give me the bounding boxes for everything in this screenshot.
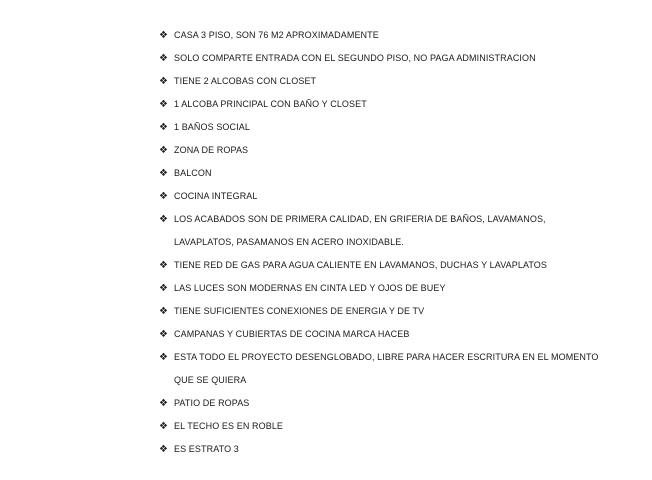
diamond-bullet-icon: ❖: [159, 30, 169, 41]
diamond-bullet-icon: ❖: [159, 398, 169, 409]
list-item-text: TIENE 2 ALCOBAS CON CLOSET: [174, 76, 317, 86]
list-item-text: 1 BAÑOS SOCIAL: [174, 122, 250, 132]
list-item: [159, 277, 599, 300]
list-item-text: BALCON: [174, 168, 212, 178]
list-item-text: TIENE SUFICIENTES CONEXIONES DE ENERGIA Y DE TV: [174, 306, 425, 316]
list-item-text: SOLO COMPARTE ENTRADA CON EL SEGUNDO PISO, NO PAGA ADMINISTRACION: [174, 53, 536, 63]
list-item: [159, 139, 599, 162]
list-item: [159, 24, 599, 47]
list-item: [159, 438, 599, 461]
list-item: [159, 47, 599, 70]
list-item: [159, 162, 599, 185]
list-item: [159, 346, 599, 392]
list-item: [159, 208, 599, 254]
list-item-text: LOS ACABADOS SON DE PRIMERA CALIDAD, EN GRIFERIA DE BAÑOS, LAVAMANOS, LAVAPLATOS, PASAMANOS EN ACERO INOXIDABLE.: [174, 214, 546, 247]
list-item: [159, 300, 599, 323]
diamond-bullet-icon: ❖: [159, 421, 169, 432]
list-item: [159, 93, 599, 116]
list-item-text: LAS LUCES SON MODERNAS EN CINTA LED Y OJOS DE BUEY: [174, 283, 446, 293]
diamond-bullet-icon: ❖: [159, 53, 169, 64]
diamond-bullet-icon: ❖: [159, 306, 169, 317]
diamond-bullet-icon: ❖: [159, 76, 169, 87]
diamond-bullet-icon: ❖: [159, 352, 169, 363]
list-item: [159, 323, 599, 346]
diamond-bullet-icon: ❖: [159, 122, 169, 133]
diamond-bullet-icon: ❖: [159, 283, 169, 294]
diamond-bullet-icon: ❖: [159, 444, 169, 455]
list-item-text: COCINA INTEGRAL: [174, 191, 258, 201]
list-item: [159, 415, 599, 438]
diamond-bullet-icon: ❖: [159, 191, 169, 202]
diamond-bullet-icon: ❖: [159, 168, 169, 179]
list-item-text: CASA 3 PISO, SON 76 M2 APROXIMADAMENTE: [174, 30, 379, 40]
list-item-text: EL TECHO ES EN ROBLE: [174, 421, 284, 431]
diamond-bullet-icon: ❖: [159, 99, 169, 110]
diamond-bullet-icon: ❖: [159, 214, 169, 225]
list-item: [159, 116, 599, 139]
list-item: [159, 392, 599, 415]
diamond-bullet-icon: ❖: [159, 145, 169, 156]
list-item: [159, 185, 599, 208]
list-item-text: 1 ALCOBA PRINCIPAL CON BAÑO Y CLOSET: [174, 99, 367, 109]
list-item-text: TIENE RED DE GAS PARA AGUA CALIENTE EN LAVAMANOS, DUCHAS Y LAVAPLATOS: [174, 260, 548, 270]
list-item: [159, 70, 599, 93]
list-item-text: ESTA TODO EL PROYECTO DESENGLOBADO, LIBRE PARA HACER ESCRITURA EN EL MOMENTO QUE SE QUIERA: [174, 352, 599, 385]
list-item-text: ZONA DE ROPAS: [174, 145, 249, 155]
list-item-text: CAMPANAS Y CUBIERTAS DE COCINA MARCA HACEB: [174, 329, 410, 339]
list-item-text: ES ESTRATO 3: [174, 444, 239, 454]
list-item-text: PATIO DE ROPAS: [174, 398, 250, 408]
diamond-bullet-icon: ❖: [159, 260, 169, 271]
property-features-list: [159, 24, 599, 461]
diamond-bullet-icon: ❖: [159, 329, 169, 340]
list-item: [159, 254, 599, 277]
